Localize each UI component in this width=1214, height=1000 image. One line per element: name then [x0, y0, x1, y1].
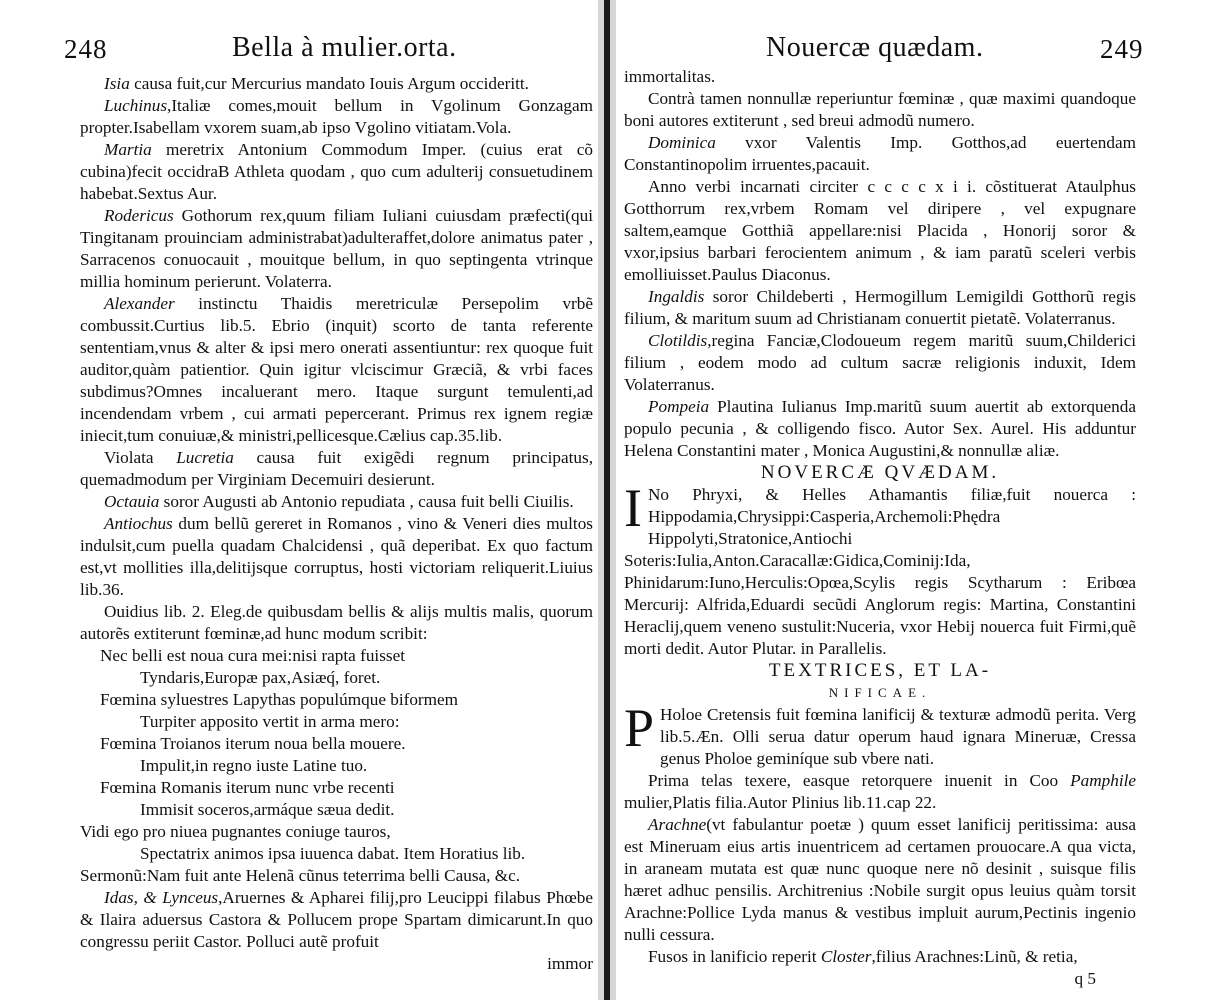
right-running-head	[616, 30, 1214, 70]
right-body	[624, 66, 1136, 990]
book-gutter	[598, 0, 616, 1000]
verse-line: Fœmina Romanis iterum nunc vrbe recenti	[100, 778, 395, 797]
paragraph: Contrà tamen nonnullæ reperiuntur fœminæ , quæ maximi quandoque boni autores extiterunt , sed breui admodũ numero.	[624, 89, 1136, 130]
left-page	[0, 0, 598, 1000]
entry-antiochus: Antiochus dum bellũ gereret in Romanos , vino & Veneri dies multos indulsit,cum puella quadam Chalcidensi , quã deperibat. Ex quo factum est,vt mollities illa,delitijsque corruptus, hosti victoriam reliquerit.Liuius lib.36.	[80, 514, 593, 599]
verse-line: Fœmina Troianos iterum noua bella mouere.	[100, 734, 406, 753]
entry-luchinus: Luchinus,Italiæ comes,mouit bellum in Vgolinum Gonzagam propter.Isabellam vxorem suam,ab ipso Vgolino vitiatam.Vola.	[80, 96, 593, 137]
section-heading-textrices: TEXTRICES, ET LA-	[768, 660, 992, 681]
entry-pompeia: Pompeia Plautina Iulianus Imp.maritũ suum auertit ab extorquenda populo pecunia , & colligendo fisco. Autor Sex. Aurel. His adduntur Helena Constantini mater , Monica Augustini,& nonnullæ aliæ.	[624, 397, 1136, 460]
left-folio: 248	[64, 34, 108, 64]
drop-cap: P	[624, 698, 655, 758]
drop-cap: I	[624, 478, 642, 538]
verse-line: Immisit soceros,armáque sæua dedit.	[140, 800, 395, 819]
catchword: immor	[547, 954, 593, 973]
verse-line: Impulit,in regno iuste Latine tuo.	[140, 756, 368, 775]
section-pholoe: P Holoe Cretensis fuit fœmina lanificij & texturæ admodũ perita. Verg lib.5.Æn. Olli serua datur operum haud ignara Mineruæ, Cressa genus Pholoe geminíque sub vbere nati.	[624, 698, 1136, 768]
entry-arachne: Arachne(vt fabulantur poetæ ) quum esset lanificij peritissima: ausa est Mineruam eius artis inuentricem ad certamen prouocare.A qua victa, in araneam mutata est quæ nunc quoque nere nõ desinit , suisque filis hæret adhuc pensilis. Architrenius :Nobile surgit opus leuius quàm torsit Arachne:Pollice Lyda manus & vestibus impluit aurum,Pectinis ingenio nulli cessura.	[624, 815, 1136, 944]
verse-line: Nec belli est noua cura mei:nisi rapta fuisset	[100, 646, 405, 665]
verse-line: Fœmina syluestres Lapythas populúmque biformem	[100, 690, 459, 709]
entry-rodericus: Rodericus Gothorum rex,quum filiam Iuliani cuiusdam præfecti(qui Tingitanam prouinciam administrabat)adulteraffet,dolore animatus pater , Sarracenos conuocauit , mouitque bellum, in quo septingenta vtrinque millia hominum perierunt. Volaterra.	[80, 206, 593, 291]
entry-ingaldis: Ingaldis soror Childeberti , Hermogillum Lemigildi Gotthorũ regis filium, & maritum suum ad Christianam conuertit pietatẽ. Volaterranus.	[624, 287, 1136, 328]
verse-line: Vidi ego pro niuea pugnantes coniuge tauros,	[80, 822, 391, 841]
closing-line: Sermonũ:Nam fuit ante Helenã cũnus teterrima belli Causa, &c.	[80, 866, 521, 885]
entry-isia: Isia causa fuit,cur Mercurius mandato Iouis Argum occideritt.	[104, 74, 529, 93]
verse-line: Tyndaris,Europæ pax,Asiæq́, foret.	[140, 668, 381, 687]
paragraph-ataulphus: Anno verbi incarnati circiter c c c c x i i. cõstituerat Ataulphus Gotthorrum rex,vrbem Romam vel diripere , vel expugnare saltem,eamque Gotthiã appellare:nisi Placida , Honorij soror & vxor,ipsius barbari ferocientem animum , & iam paratũ sceleri verbis emolliuisset.Paulus Diaconus.	[624, 177, 1136, 284]
entry-ouidius: Ouidius lib. 2. Eleg.de quibusdam bellis & alijs multis malis, quorum autorẽs extiterunt fœminæ,ad hunc modum scribit:	[80, 602, 593, 643]
entry-closter: Fusos in lanificio reperit Closter,filius Arachnes:Linũ, & retia,	[648, 947, 1078, 966]
entry-clotildis: Clotildis,regina Fanciæ,Clodoueum regem maritũ suum,Childerici filium , eodem modo ad cultum sacræ religionis induxit, Idem Volaterranus.	[624, 331, 1136, 394]
entry-idas-lynceus: Idas, & Lynceus,Aruernes & Apharei filij,pro Leucippi filabus Phœbe & Ilaira aduersus Castora & Pollucem prope Spartam dimicarunt.In quo congressu periit Castor. Polluci autẽ profuit	[80, 888, 593, 951]
entry-dominica: Dominica vxor Valentis Imp. Gotthos,ad euertendam Constantinopolim irruentes,pacauit.	[624, 133, 1136, 174]
entry-martia: Martia meretrix Antonium Commodum Imper. (cuius erat cõ cubina)fecit occidraB Athleta quodam , quo cum adulterij consuetudinem habebat.Sextus Aur.	[80, 140, 593, 203]
left-running-title: Bella à mulier.orta.	[232, 32, 457, 63]
verse-line: Turpiter apposito vertit in arma mero:	[140, 712, 400, 731]
verse-block	[80, 645, 593, 865]
verse-line: Spectatrix animos ipsa iuuenca dabat. Item Horatius lib.	[140, 844, 526, 863]
entry-pamphile: Prima telas texere, easque retorquere inuenit in Coo Pamphile mulier,Platis filia.Autor Plinius lib.11.cap 22.	[624, 771, 1136, 812]
section-nouercae: I No Phryxi, & Helles Athamantis filiæ,fuit nouerca : Hippodamia,Chrysippi:Casperia,Archemoli:Phędra Hippolyti,Stratonice,Antiochi Soteris:Iulia,Anton.Caracallæ:Gidica,Cominij:Ida, Phinidarum:Iuno,Herculis:Opœa,Scylis regis Scytharum : Eribœa Mercurij: Alfrida,Eduardi secũdi Anglorum regis: Martina, Constantini Heraclij,quem veneno sustulit:Nuceria, vxor Hebij nouerca fuit Firmi,quẽ morti dedit. Autor Plutar. in Parallelis.	[624, 478, 1136, 658]
right-page	[616, 0, 1214, 1000]
right-running-title: Nouercæ quædam.	[766, 32, 984, 63]
continued-line: immortalitas.	[624, 67, 716, 86]
signature-mark: q 5	[1074, 969, 1096, 988]
section-heading-nouercae: NOVERCÆ QVÆDAM.	[760, 462, 1000, 483]
gutter-shadow	[604, 0, 610, 1000]
entry-lucretia: Violata Lucretia causa fuit exigẽdi regnum principatus, quemadmodum per Virginiam Decemuiri desierunt.	[80, 448, 593, 489]
entry-octauia: Octauia soror Augusti ab Antonio repudiata , causa fuit belli Ciuilis.	[104, 492, 574, 511]
right-folio: 249	[1100, 34, 1144, 64]
left-running-head	[0, 30, 598, 70]
entry-alexander: Alexander instinctu Thaidis meretriculæ Persepolim vrbẽ combussit.Curtius lib.5. Ebrio (inquit) scorto de tanta referente sententiam,vnus & alter & ipsi mero onerati assentiuntur: rex quoque fuit auditor,quàm patientior. Quin igitur vlciscimur Græciã, & vrbi faces subdimus?Omnes incaluerant mero. Itaque surgunt temulenti,ad incendendam vrbem , cui armati pepercerant. Primus rex ignem regiæ iniecit,tum conuiuæ,& ministri,pellicesque.Cælius cap.35.lib.	[80, 294, 593, 445]
section-subheading: NIFICAE.	[828, 685, 932, 700]
left-body	[80, 73, 593, 975]
